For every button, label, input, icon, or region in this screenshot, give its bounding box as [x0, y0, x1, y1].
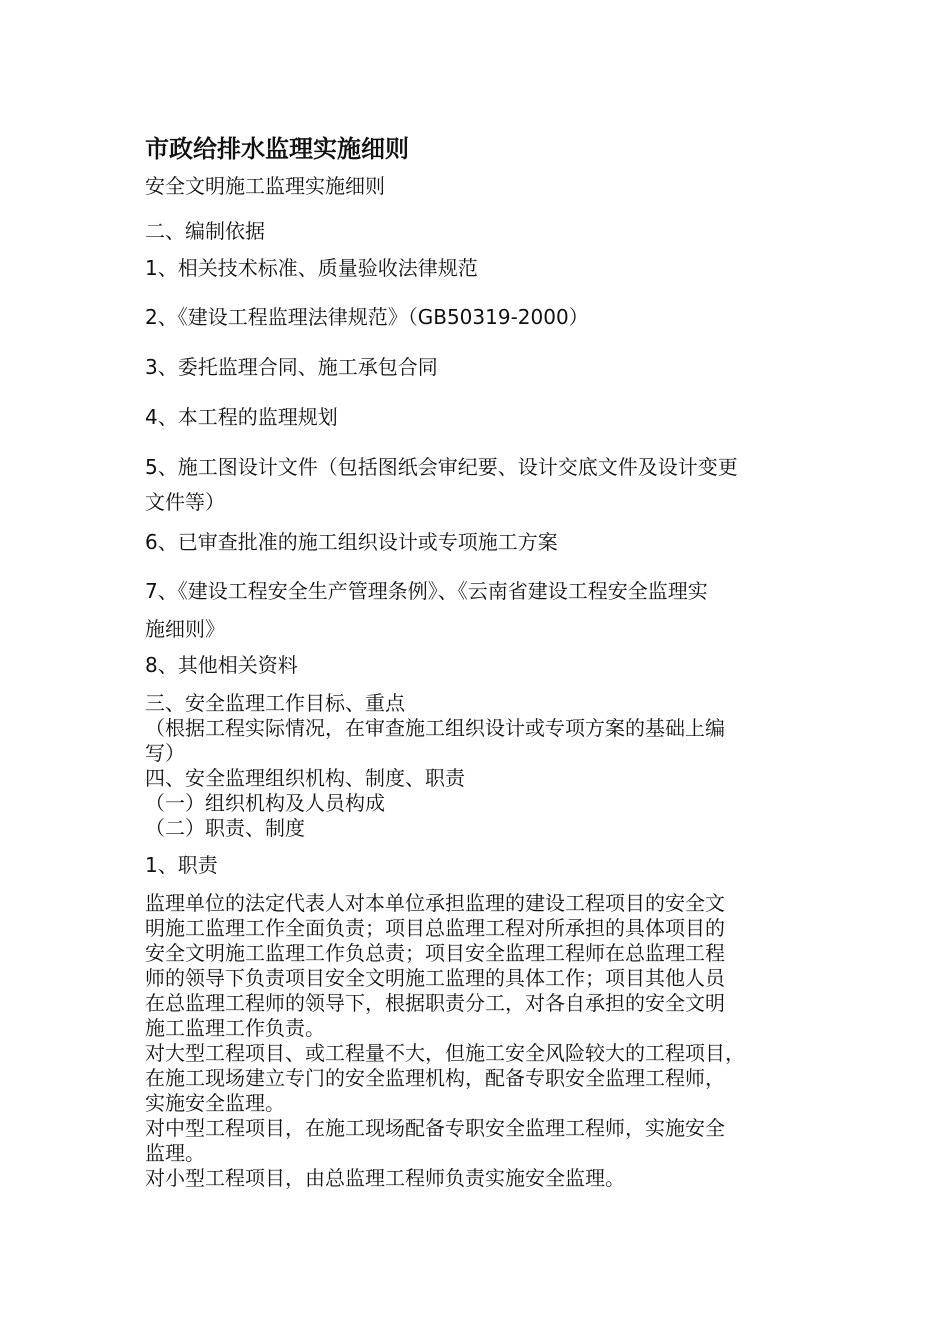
paragraph-line: 监理。 [145, 1141, 205, 1165]
document-title: 市政给排水监理实施细则 [145, 135, 409, 163]
section-note-continuation: 写） [145, 741, 185, 765]
basis-item: 4、本工程的监理规划 [145, 405, 338, 429]
basis-item-continuation: 施细则》 [145, 617, 225, 641]
basis-item: 7、《建设工程安全生产管理条例》、《云南省建设工程安全监理实 [145, 579, 708, 603]
section-heading: 三、安全监理工作目标、重点 [145, 691, 405, 715]
paragraph-line: 对大型工程项目、或工程量不大，但施工安全风险较大的工程项目， [145, 1041, 745, 1065]
basis-item: 8、其他相关资料 [145, 653, 298, 677]
paragraph-line: 对中型工程项目，在施工现场配备专职安全监理工程师，实施安全 [145, 1116, 725, 1140]
basis-item: 1、相关技术标准、质量验收法律规范 [145, 256, 478, 280]
paragraph-line: 安全文明施工监理工作负总责；项目安全监理工程师在总监理工程 [145, 941, 725, 965]
paragraph-line: 在总监理工程师的领导下，根据职责分工，对各自承担的安全文明 [145, 991, 725, 1015]
paragraph-line: 在施工现场建立专门的安全监理机构，配备专职安全监理工程师， [145, 1066, 725, 1090]
paragraph-line: 师的领导下负责项目安全文明施工监理的具体工作；项目其他人员 [145, 966, 725, 990]
section-heading: 四、安全监理组织机构、制度、职责 [145, 766, 465, 790]
section-heading: 二、编制依据 [145, 219, 265, 243]
paragraph-line: 对小型工程项目，由总监理工程师负责实施安全监理。 [145, 1166, 625, 1190]
basis-item: 3、委托监理合同、施工承包合同 [145, 355, 438, 379]
subsection-heading: （一）组织机构及人员构成 [145, 791, 385, 815]
paragraph-line: 实施安全监理。 [145, 1091, 285, 1115]
paragraph-line: 监理单位的法定代表人对本单位承担监理的建设工程项目的安全文 [145, 891, 725, 915]
section-note: （根据工程实际情况，在审查施工组织设计或专项方案的基础上编 [145, 716, 725, 740]
duty-heading: 1、职责 [145, 853, 218, 877]
document-subtitle: 安全文明施工监理实施细则 [145, 174, 385, 198]
basis-item: 5、施工图设计文件（包括图纸会审纪要、设计交底文件及设计变更 [145, 455, 738, 479]
subsection-heading: （二）职责、制度 [145, 816, 305, 840]
basis-item-continuation: 文件等） [145, 490, 225, 514]
basis-item: 2、《建设工程监理法律规范》（GB50319-2000） [145, 305, 589, 329]
paragraph-line: 施工监理工作负责。 [145, 1016, 325, 1040]
paragraph-line: 明施工监理工作全面负责；项目总监理工程对所承担的具体项目的 [145, 916, 725, 940]
basis-item: 6、已审查批准的施工组织设计或专项施工方案 [145, 530, 558, 554]
